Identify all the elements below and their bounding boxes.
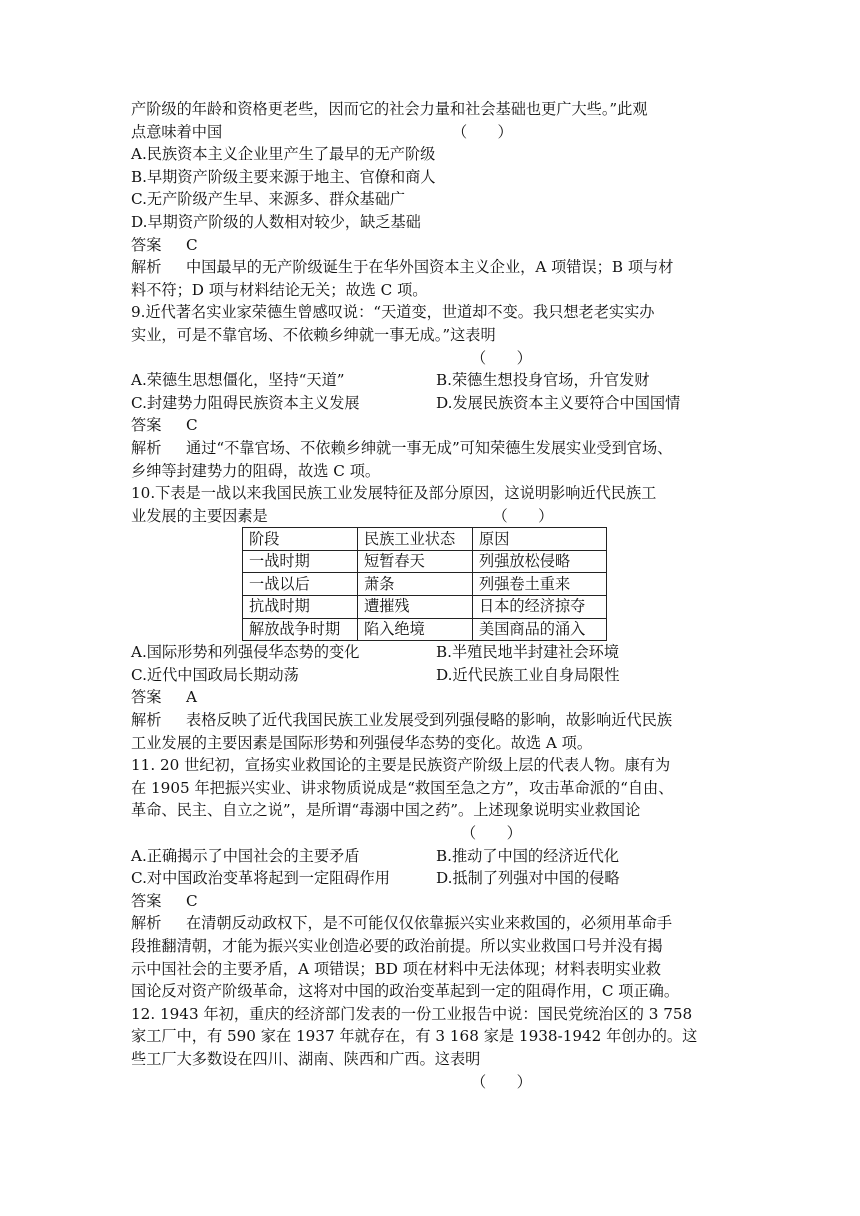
table-row	[243, 596, 607, 619]
answer-line	[131, 686, 731, 709]
option-c: C.对中国政治变革将起到一定阻碍作用	[131, 869, 390, 888]
question-stem-line: 业发展的主要因素是	[131, 506, 268, 525]
analysis-line: 乡绅等封建势力的阻碍，故选 C 项。	[131, 461, 381, 480]
analysis-line: 解析 在清朝反动政权下，是不可能仅仅依靠振兴实业来救国的，必须用革命手	[131, 912, 731, 935]
answer-blank: （ ）	[451, 122, 513, 141]
table-row	[243, 550, 607, 573]
option-b: B.推动了中国的经济近代化	[436, 846, 620, 865]
question-stem-line: 家工厂中，有 590 家在 1937 年就存在，有 3 168 家是 1938-1942 年创办的。这	[131, 1027, 698, 1046]
question-9	[131, 301, 731, 482]
question-8	[131, 98, 731, 301]
table-cell: 陷入绝境	[358, 618, 473, 641]
option-b: B.荣德生想投身官场，升官发财	[436, 371, 650, 390]
answer-line	[131, 890, 731, 913]
option-d: D.发展民族资本主义要符合中国国情	[436, 393, 681, 412]
answer-label: 答案	[131, 891, 162, 910]
question-stem-line: 9.近代著名实业家荣德生曾感叹说：“天道变，世道却不变。我只想老老实实办	[131, 303, 655, 322]
table-cell: 解放战争时期	[243, 618, 358, 641]
option-d: D.近代民族工业自身局限性	[436, 665, 620, 684]
analysis-line: 解析 通过“不靠官场、不依赖乡绅就一事无成”可知荣德生发展实业受到官场、	[131, 437, 731, 460]
question-stem-line: 产阶级的年龄和资格更老些，因而它的社会力量和社会基础也更广大些。”此观	[131, 100, 648, 118]
option-c: C.封建势力阻碍民族资本主义发展	[131, 393, 360, 412]
option-a: A.荣德生思想僵化，坚持“天道”	[131, 371, 345, 390]
analysis-line: 国论反对资产阶级革命，这将对中国的政治变革起到一定的阻碍作用，C 项正确。	[131, 982, 680, 1001]
option-a: A.国际形势和列强侵华态势的变化	[131, 643, 360, 662]
option-b: B.半殖民地半封建社会环境	[436, 643, 620, 662]
question-stem-line: 实业，可是不靠官场、不依赖乡绅就一事无成。”这表明	[131, 325, 496, 344]
option-c: C.无产阶级产生早、来源多、群众基础广	[131, 190, 406, 209]
answer-value: C	[186, 235, 198, 254]
option-b: B.早期资产阶级主要来源于地主、官僚和商人	[131, 167, 436, 186]
analysis-line: 解析 表格反映了近代我国民族工业发展受到列强侵略的影响，故影响近代民族	[131, 709, 731, 732]
table-cell: 美国商品的涌入	[473, 618, 607, 641]
answer-value: A	[186, 688, 197, 707]
analysis-line: 料不符；D 项与材料结论无关；故选 C 项。	[131, 280, 428, 299]
table-header: 原因	[473, 528, 607, 551]
question-stem-line: 12. 1943 年初，重庆的经济部门发表的一份工业报告中说：国民党统治区的 3 758	[131, 1004, 693, 1023]
table-cell: 列强卷土重来	[473, 573, 607, 596]
question-stem-line: 些工厂大多数设在四川、湖南、陕西和广西。这表明	[131, 1049, 481, 1068]
analysis-line: 工业发展的主要因素是国际形势和列强侵华态势的变化。故选 A 项。	[131, 733, 593, 752]
table-header: 阶段	[243, 528, 358, 551]
option-a: A.正确揭示了中国社会的主要矛盾	[131, 846, 360, 865]
question-11	[131, 754, 731, 1003]
analysis-line: 示中国社会的主要矛盾，A 项错误；BD 项在材料中无法体现；材料表明实业救	[131, 959, 661, 978]
table-header-row	[243, 528, 607, 551]
option-d: D.抵制了列强对中国的侵略	[436, 869, 620, 888]
answer-blank: （ ）	[471, 1072, 532, 1091]
analysis-line: 解析 中国最早的无产阶级诞生于在华外国资本主义企业，A 项错误；B 项与材	[131, 256, 731, 279]
question-stem-line: 在 1905 年把振兴实业、讲求物质说成是“救国至急之方”，攻击革命派的“自由、	[131, 778, 674, 797]
industry-table	[242, 527, 607, 641]
answer-value: C	[186, 891, 198, 910]
analysis-label: 解析	[131, 258, 162, 277]
answer-blank: （ ）	[492, 506, 554, 525]
analysis-label: 解析	[131, 914, 162, 933]
table-cell: 抗战时期	[243, 596, 358, 619]
table-cell: 列强放松侵略	[473, 550, 607, 573]
answer-label: 答案	[131, 235, 162, 254]
analysis-line: 段推翻清朝，才能为振兴实业创造必要的政治前提。所以实业救国口号并没有揭	[131, 936, 663, 955]
table-cell: 日本的经济掠夺	[473, 596, 607, 619]
table-cell: 萧条	[358, 573, 473, 596]
table-cell: 一战以后	[243, 573, 358, 596]
answer-value: C	[186, 416, 198, 435]
analysis-label: 解析	[131, 438, 162, 457]
question-stem-line: 点意味着中国	[131, 122, 223, 141]
answer-blank: （ ）	[461, 824, 522, 842]
table-cell: 遭摧残	[358, 596, 473, 619]
option-d: D.早期资产阶级的人数相对较少，缺乏基础	[131, 212, 421, 231]
answer-blank: （ ）	[471, 348, 532, 367]
question-stem-line: 10.下表是一战以来我国民族工业发展特征及部分原因，这说明影响近代民族工	[131, 484, 657, 503]
question-10	[131, 482, 731, 754]
answer-label: 答案	[131, 416, 162, 435]
answer-line	[131, 414, 731, 437]
question-12	[131, 1003, 731, 1093]
question-stem-line: 11. 20 世纪初，宣扬实业救国论的主要是民族资产阶级上层的代表人物。康有为	[131, 756, 671, 775]
table-cell: 一战时期	[243, 550, 358, 573]
table-cell: 短暂春天	[358, 550, 473, 573]
table-header: 民族工业状态	[358, 528, 473, 551]
option-c: C.近代中国政局长期动荡	[131, 665, 299, 684]
question-stem-line: 革命、民主、自立之说”，是所谓“毒溺中国之药”。上述现象说明实业救国论	[131, 801, 641, 820]
document-page	[131, 98, 731, 1093]
table-row	[243, 573, 607, 596]
table-row	[243, 618, 607, 641]
answer-line	[131, 234, 731, 257]
option-a: A.民族资本主义企业里产生了最早的无产阶级	[131, 145, 436, 164]
answer-label: 答案	[131, 688, 162, 707]
analysis-label: 解析	[131, 711, 162, 730]
